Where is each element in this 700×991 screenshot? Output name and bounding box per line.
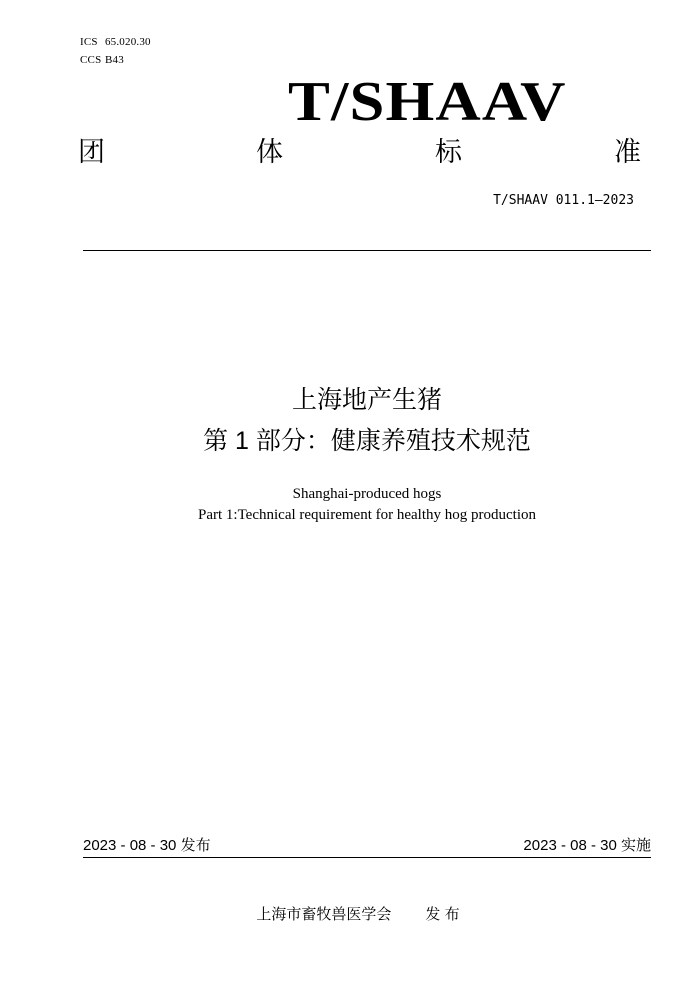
title-en-line2: Part 1:Technical requirement for healthy hog production bbox=[197, 507, 536, 523]
ccs-label: CCS bbox=[80, 54, 102, 66]
implementation-date: 2023 - 08 - 30 实施 bbox=[523, 837, 651, 854]
ics-line bbox=[80, 33, 151, 51]
header-divider bbox=[83, 250, 651, 251]
ccs-line bbox=[80, 51, 124, 69]
title-cn-line2: 第 1 部分：健康养殖技术规范 bbox=[203, 427, 531, 455]
standard-number: T/SHAAV 011.1—2023 bbox=[493, 193, 634, 208]
ics-label: ICS bbox=[80, 36, 98, 48]
ccs-code: B43 bbox=[104, 54, 124, 66]
standard-type-char-2: 体 bbox=[256, 137, 283, 167]
publisher-action: 发 布 bbox=[425, 906, 460, 923]
publisher-name: 上海市畜牧兽医学会 bbox=[256, 906, 392, 923]
standard-type-char-4: 准 bbox=[614, 137, 641, 167]
publisher-line bbox=[0, 904, 700, 926]
title-cn-line1: 上海地产生猪 bbox=[291, 386, 442, 414]
brand-logo-text: T/SHAAV bbox=[288, 71, 567, 133]
standard-type-char-3: 标 bbox=[435, 137, 462, 167]
footer-divider bbox=[83, 857, 651, 858]
title-en-line1: Shanghai-produced hogs bbox=[292, 486, 442, 502]
standard-type-char-1: 团 bbox=[78, 137, 105, 167]
release-date: 2023 - 08 - 30 发布 bbox=[83, 837, 211, 854]
ics-code: 65.020.30 bbox=[104, 36, 151, 48]
